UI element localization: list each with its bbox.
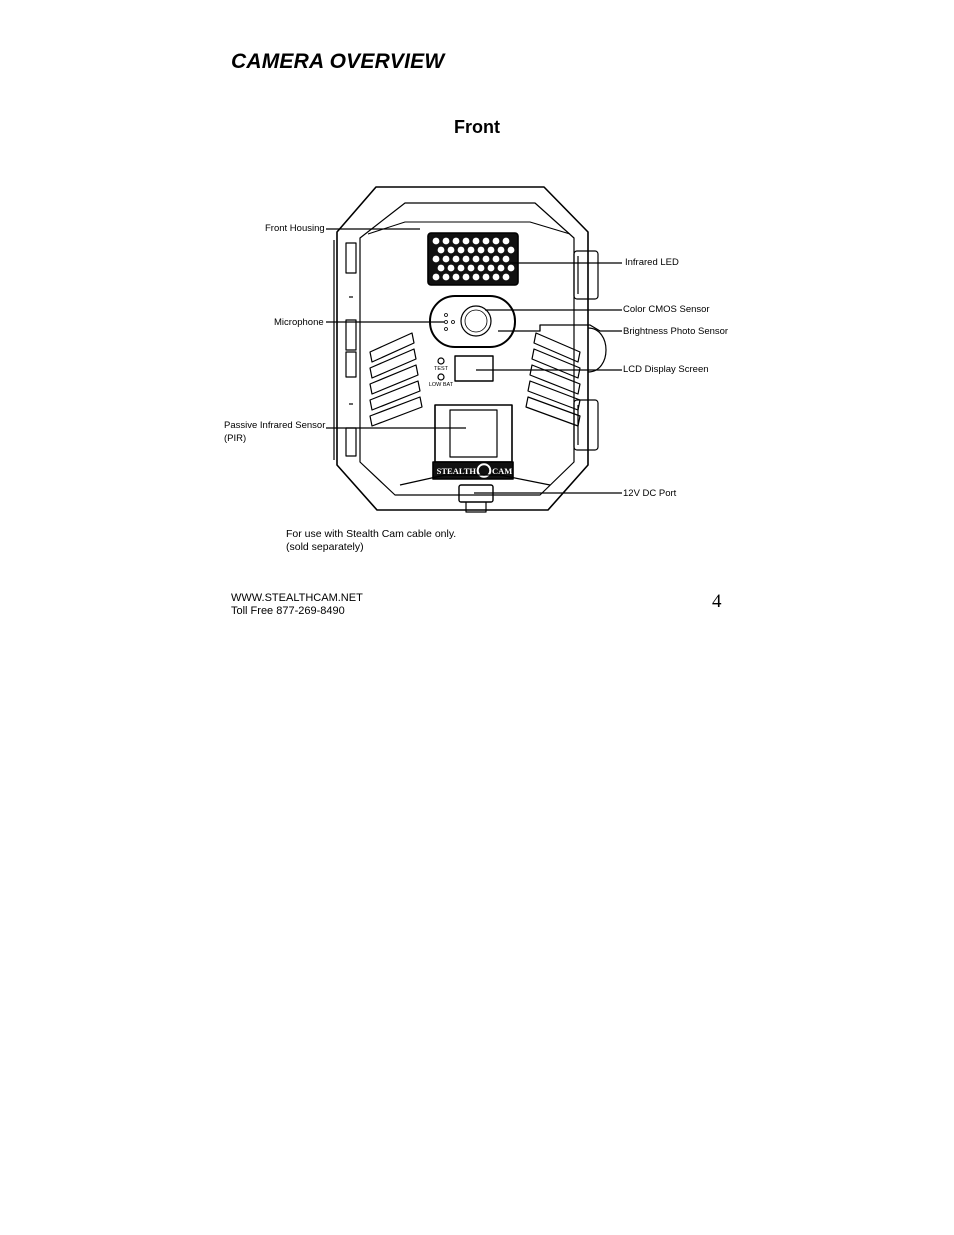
test-led — [438, 358, 444, 364]
label-infrared-led: Infrared LED — [625, 257, 679, 268]
left-grip-ridges — [370, 333, 422, 426]
low-bat-led-label: LOW BAT — [428, 382, 454, 388]
low-bat-led — [438, 374, 444, 380]
pir-sensor-window — [435, 405, 512, 462]
label-microphone: Microphone — [274, 317, 324, 328]
label-pir-sensor: Passive Infrared Sensor — [224, 420, 326, 431]
test-led-label: TEST — [433, 366, 449, 372]
label-color-cmos-sensor: Color CMOS Sensor — [623, 304, 710, 315]
footer-phone: Toll Free 877-269-8490 — [231, 604, 345, 617]
cable-note-line1: For use with Stealth Cam cable only. — [286, 528, 457, 540]
microphone-holes — [445, 314, 448, 317]
page-number: 4 — [712, 591, 722, 612]
lcd-display — [455, 356, 493, 381]
brand-text-right: CAM — [492, 466, 513, 476]
cable-note — [286, 528, 456, 553]
right-grip-ridges — [526, 333, 580, 426]
label-brightness-photo-sensor: Brightness Photo Sensor — [623, 326, 729, 337]
cable-note-line2: (sold separately) — [286, 540, 364, 553]
brand-text-left: STEALTH — [436, 466, 476, 476]
label-lcd-display-screen: LCD Display Screen — [623, 364, 709, 375]
label-dc-port: 12V DC Port — [623, 488, 677, 499]
label-pir-abbrev: (PIR) — [224, 433, 247, 444]
page-heading: CAMERA OVERVIEW — [231, 50, 445, 73]
footer-contact — [231, 592, 363, 617]
label-front-housing: Front Housing — [265, 223, 325, 234]
view-title: Front — [454, 117, 500, 137]
footer-website: WWW.STEALTHCAM.NET — [231, 592, 363, 604]
